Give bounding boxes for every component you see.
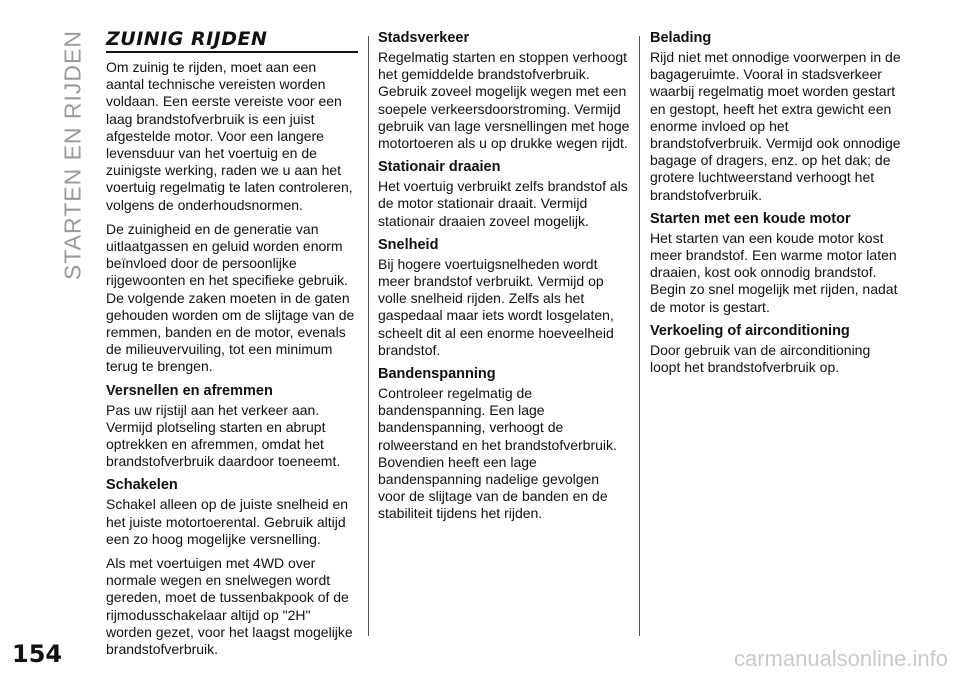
paragraph: Regelmatig starten en stoppen verhoogt het gemiddelde brandstofverbruik. Gebruik zoveel mogelijk wegen met een soepele verkeersdoorstroming. Vermijd gebruik van lage versnellingen met hoge motortoeren als u op drukke wegen rijdt. — [378, 49, 630, 152]
subheading-stationair: Stationair draaien — [378, 159, 501, 176]
subheading-bandenspanning: Bandenspanning — [378, 366, 496, 383]
paragraph: Door gebruik van de airconditioning loopt het brandstofverbruik op. — [650, 341, 871, 376]
subheading-snelheid: Snelheid — [378, 236, 439, 253]
paragraph: Als met voertuigen met 4WD over normale wegen en snelwegen wordt gereden, moet de tussenbakpook of de rijmodusschakelaar altijd op "2H" worden gezet, voor het laagst mogelijke brandstofverbruik. — [106, 555, 353, 658]
subheading-belading: Belading — [650, 30, 712, 46]
column-1 — [106, 30, 358, 665]
watermark: carmanualsonline.info — [733, 646, 948, 671]
subheading-schakelen: Schakelen — [106, 477, 178, 494]
column-divider — [368, 36, 369, 636]
paragraph: Pas uw rijstijl aan het verkeer aan. Vermijd plotseling starten en abrupt optrekken en afremmen, omdat het brandstofverbruik daardoor toeneemt. — [106, 401, 341, 470]
paragraph: Schakel alleen op de juiste snelheid en het juiste motortoerental. Gebruik altijd een zo hoog mogelijke versnelling. — [106, 496, 349, 547]
page-number: 154 — [12, 640, 63, 668]
paragraph: Het starten van een koude motor kost meer brandstof. Een warme motor laten draaien, kost ook onnodig brandstof. Begin zo snel mogelijk met rijden, nadat de motor is gestart. — [650, 229, 898, 315]
subheading-versnellen: Versnellen en afremmen — [106, 382, 273, 399]
subheading-airconditioning: Verkoeling of airconditioning — [650, 322, 850, 339]
column-divider — [639, 36, 640, 636]
paragraph: Rijd niet met onnodige voorwerpen in de bagageruimte. Vooral in stadsverkeer waarbij regelmatig moet worden gestart en gestopt, heeft het extra gewicht een enorme invloed op het brandstofverbruik. Vermijd ook onnodige bagage of dragers, enz. op het dak; de grotere luchtweerstand verhoogt het brandstofverbruik. — [650, 49, 901, 203]
paragraph: Het voertuig verbruikt zelfs brandstof als de motor stationair draait. Vermijd stationair draaien zoveel mogelijk. — [378, 178, 628, 229]
chapter-side-tab — [59, 30, 86, 281]
paragraph: Om zuinig te rijden, moet aan een aantal technische vereisten worden voldaan. Een eerste vereiste voor een laag brandstofverbruik is een juist afgestelde motor. Voor een langere levensduur van het voertuig en de zuinigste werking, raden we u aan het voertuig regelmatig te laten controleren, volgens de onderhoudsnormen. — [106, 59, 353, 213]
chapter-title: STARTEN EN RIJDEN — [59, 30, 86, 281]
column-3 — [650, 30, 902, 383]
column-2 — [378, 30, 630, 530]
paragraph: Bij hogere voertuigsnelheden wordt meer brandstof verbruikt. Vermijd op volle snelheid rijden. Zelfs als het gaspedaal maar iets wordt losgelaten, scheelt dit al een enorme hoeveelheid brandstof. — [378, 255, 614, 358]
subheading-koude-motor: Starten met een koude motor — [650, 210, 851, 227]
subheading-stadsverkeer: Stadsverkeer — [378, 30, 470, 46]
section-title: ZUINIG RIJDEN — [106, 30, 358, 53]
paragraph: De zuinigheid en de generatie van uitlaatgassen en geluid worden enorm beïnvloed door de persoonlijke rijgewoonten en het specifieke gebruik. De volgende zaken moeten in de gaten gehouden worden om de slijtage van de remmen, banden en de motor, evenals de milieuvervuiling, tot een minimum terug te brengen. — [106, 220, 355, 375]
paragraph: Controleer regelmatig de bandenspanning. Een lage bandenspanning, verhoogt de rolweerstand en het brandstofverbruik. Bovendien heeft een lage bandenspanning nadelige gevolgen voor de slijtage van de banden en de stabiliteit tijdens het rijden. — [378, 385, 617, 522]
